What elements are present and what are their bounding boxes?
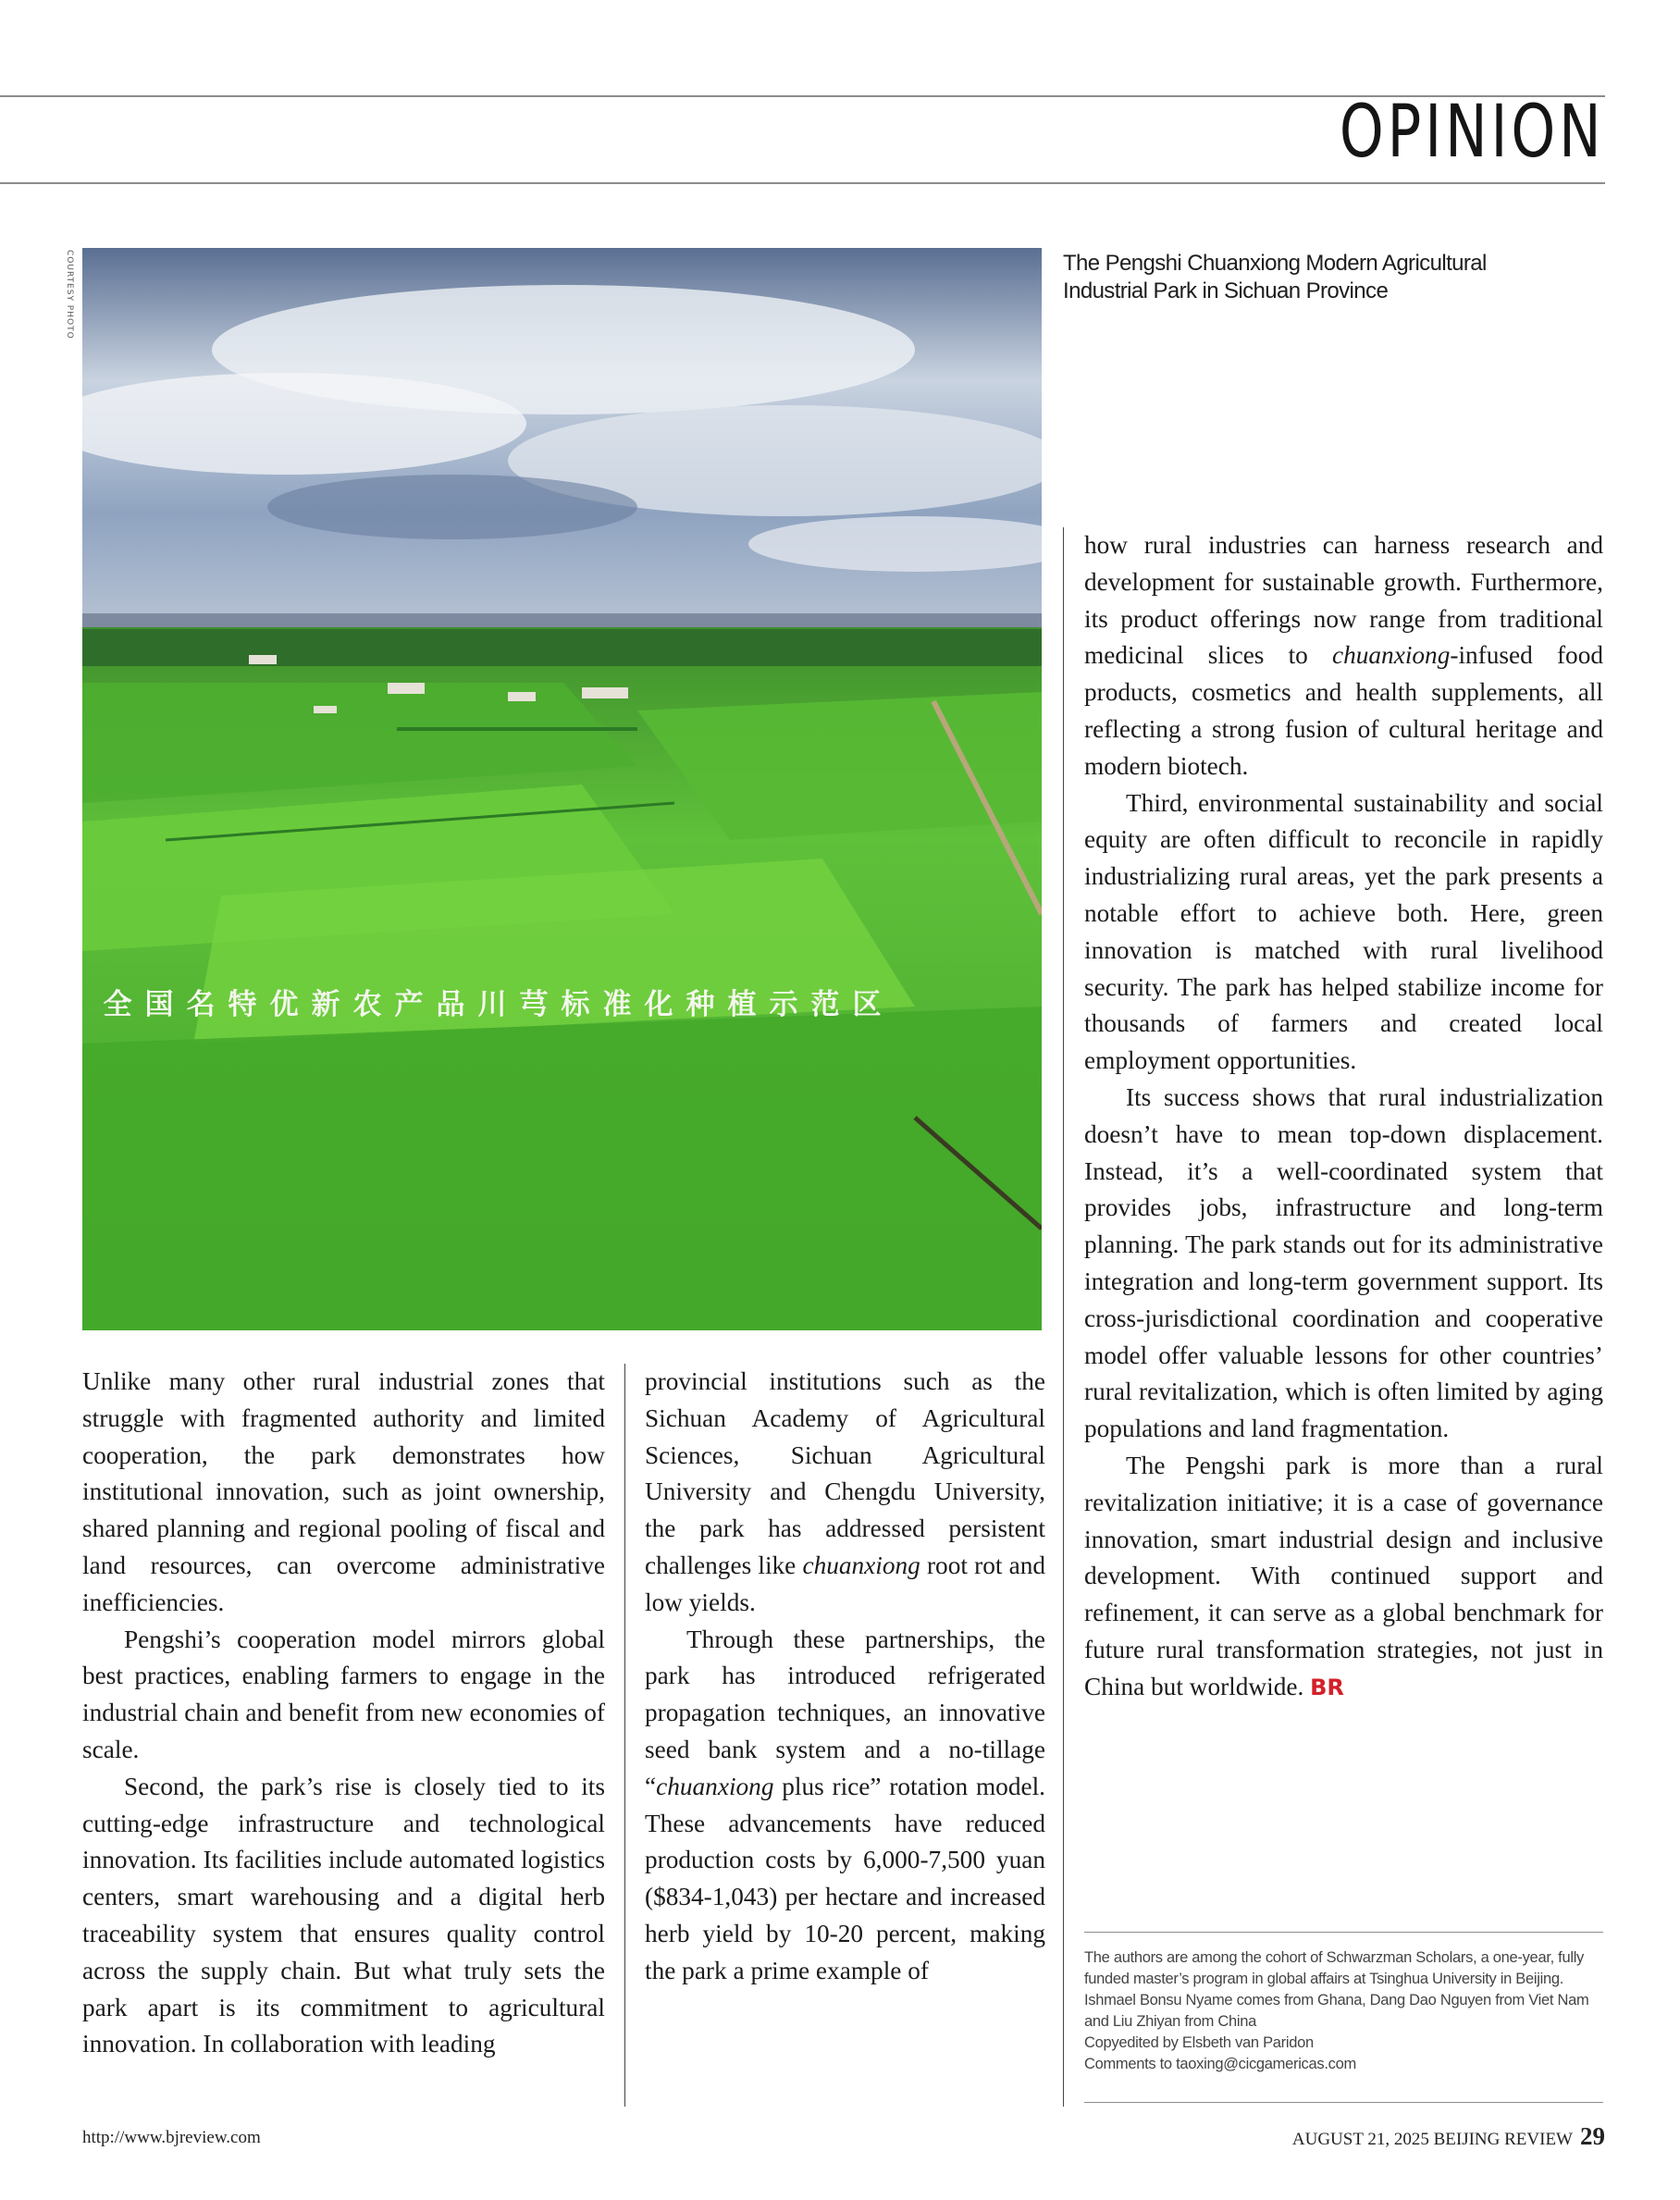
bio-comments: Comments to taoxing@cicgamericas.com	[1084, 2056, 1356, 2072]
bio-bottom-rule	[1084, 2102, 1603, 2103]
photo-caption: The Pengshi Chuanxiong Modern Agricultural Industrial Park in Sichuan Province	[1063, 251, 1487, 303]
text-run: Through these partnerships, the park has introduced refrigerated propagation techniques, an innovative seed bank system and a no-tillage “	[645, 1625, 1045, 1800]
paragraph	[645, 1622, 1045, 1990]
article-column-1	[82, 1364, 605, 2063]
italic-term: chuanxiong	[656, 1772, 774, 1800]
bio-authors: The authors are among the cohort of Schwarzman Scholars, a one-year, fully funded master’s program in global affairs at Tsinghua University in Beijing. Ishmael Bonsu Nyame comes from Ghana, Dang Dao Nguyen from Viet Nam and Liu Zhiyan from China	[1084, 1949, 1589, 2030]
text-run: The Pengshi park is more than a rural revitalization initiative; it is a case of governance innovation, smart industrial design and inclusive development. With continued support and refinement, it can serve as a global benchmark for future rural transformation strategies, not just in China but worldwide.	[1084, 1451, 1603, 1700]
paragraph: Second, the park’s rise is closely tied to its cutting-edge infrastructure and technological innovation. Its facilities include automated logistics centers, smart warehousing and a digital herb traceability system that ensures quality control across the supply chain. But what truly sets the park apart is its commitment to agricultural innovation. In collaboration with leading	[82, 1772, 605, 2058]
paragraph: Third, environmental sustainability and social equity are often difficult to reconcile in rapidly industrializing rural areas, yet the park presents a notable effort to achieve both. Here, green innovation is matched with rural livelihood security. The park has helped stabilize income for thousands of farmers and created local employment opportunities.	[1084, 788, 1603, 1075]
article-column-2	[645, 1364, 1045, 1990]
footer-url[interactable]: http://www.bjreview.com	[82, 2128, 261, 2147]
paragraph	[1084, 1448, 1603, 1707]
bio-top-rule	[1084, 1932, 1603, 1933]
paragraph: Unlike many other rural industrial zones that struggle with fragmented authority and limited cooperation, the park demonstrates how institutional innovation, such as joint ownership, shared planning and regional pooling of fiscal and land resources, can overcome administrative inefficiencies.	[82, 1367, 605, 1616]
column-divider	[1063, 527, 1064, 2107]
footer-issue	[1292, 2122, 1605, 2151]
page-number: 29	[1580, 2122, 1605, 2150]
column-divider	[624, 1364, 625, 2107]
article-column-3	[1084, 527, 1603, 1707]
italic-term: chuanxiong	[1332, 641, 1451, 670]
paragraph	[645, 1364, 1045, 1622]
issue-label: AUGUST 21, 2025 BEIJING REVIEW	[1291, 2130, 1573, 2149]
paragraph: Its success shows that rural industrialization doesn’t have to mean top-down displacement. Instead, it’s a well-coordinated system that provides jobs, infrastructure and long-term planning. The park stands out for its administrative integration and long-term government support. Its cross-jurisdictional coordination and cooperative model offer valuable lessons for other countries’ rural revitalization, which is often limited by aging populations and land fragmentation.	[1084, 1082, 1603, 1443]
author-bio	[1084, 1947, 1603, 2075]
paragraph: Pengshi’s cooperation model mirrors global best practices, enabling farmers to engage in the industrial chain and benefit from new economies of scale.	[82, 1625, 605, 1763]
text-run: plus rice” rotation model. These advancements have reduced production costs by 6,000-7,500 yuan ($834-1,043) per hectare and increased herb yield by 10-20 percent, making the park a prime example of	[645, 1772, 1045, 1984]
end-mark: BR	[1310, 1674, 1344, 1700]
article-photo	[82, 248, 1042, 1330]
text-run: -infused food products, cosmetics and health supplements, all reflecting a strong fusion of cultural heritage and modern biotech.	[1084, 641, 1604, 780]
text-run: root rot and low yields.	[645, 1551, 1045, 1616]
text-run: provincial institutions such as the Sichuan Academy of Agricultural Sciences, Sichuan Agricultural University and Chengdu University, the park has addressed persistent challenges like	[645, 1367, 1045, 1579]
text-run: how rural industries can harness research and development for sustainable growth. Furthermore, its product offerings now range from traditional medicinal slices to	[1084, 531, 1603, 670]
bio-copyedit: Copyedited by Elsbeth van Paridon	[1084, 2034, 1314, 2051]
photo-credit: COURTESY PHOTO	[65, 250, 74, 340]
italic-term: chuanxiong	[802, 1551, 920, 1579]
paragraph	[1084, 527, 1603, 785]
field-banner-text: 全国名特优新农产品川芎标准化种植示范区	[103, 988, 895, 1021]
section-title: OPINION	[1340, 91, 1605, 174]
header-bottom-rule	[0, 182, 1605, 184]
